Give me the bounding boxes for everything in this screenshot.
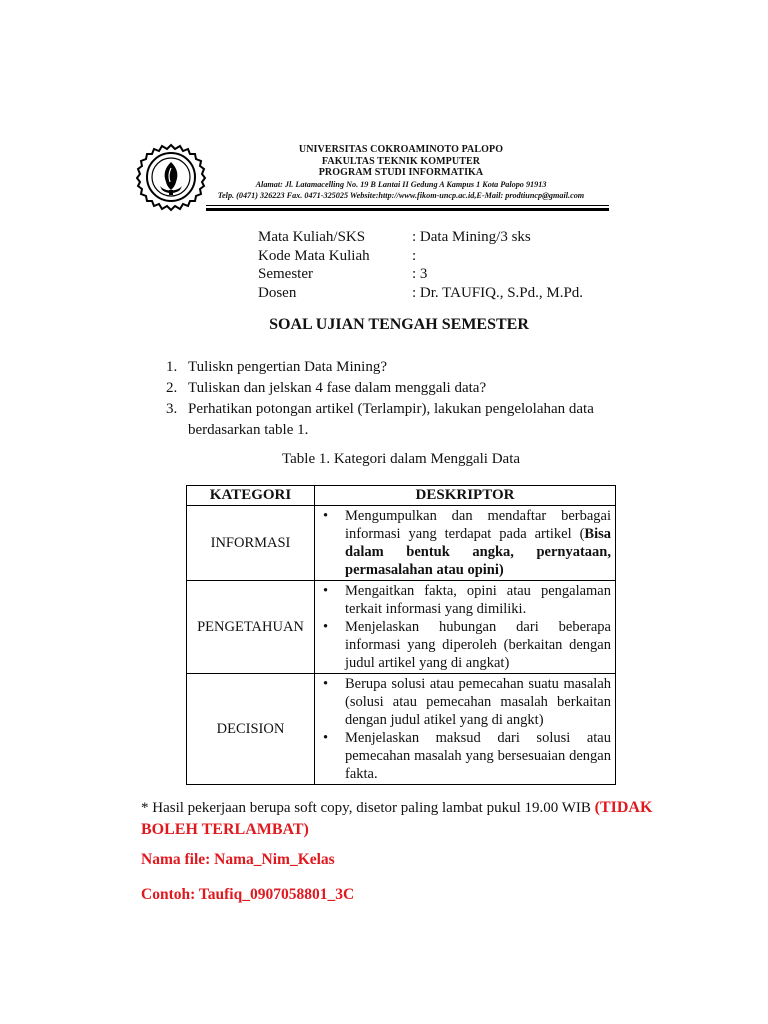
question-item <box>166 378 626 399</box>
exam-title: SOAL UJIAN TENGAH SEMESTER <box>269 316 529 333</box>
table-row <box>187 674 616 785</box>
descriptor-cell <box>315 506 616 581</box>
course-info-row <box>258 247 583 266</box>
question-text: Perhatikan potongan artikel (Terlampir), lakukan pengelolahan data berdasarkan table 1. <box>188 401 594 438</box>
descriptor-bold-text: Bisa dalam bentuk angka, pernyataan, permasalahan atau opini) <box>345 526 611 578</box>
bullet-icon: • <box>323 730 329 746</box>
table-header-category: KATEGORI <box>187 486 315 506</box>
table-row <box>187 581 616 674</box>
contact-line: Telp. (0471) 326223 Fax. 0471-325025 Website:http://www.fikom-uncp.ac.id,E-Mail: prodtiuncp@gmail.com <box>217 191 585 200</box>
file-name-format: Nama file: Nama_Nim_Kelas <box>141 851 335 868</box>
descriptor-bullet <box>315 675 611 729</box>
course-info-value: : 3 <box>412 266 428 282</box>
table-caption: Table 1. Kategori dalam Menggali Data <box>282 451 521 467</box>
descriptor-bullet <box>315 582 611 618</box>
descriptor-text: Menjelaskan hubungan dari beberapa informasi yang diperoleh (berkaitan dengan judul artikel yang di angkat) <box>345 619 611 671</box>
letterhead <box>196 144 606 202</box>
address-line: Alamat: Jl. Latamacelling No. 19 B Lantai II Gedung A Kampus 1 Kota Palopo 91913 <box>255 179 547 189</box>
bullet-icon: • <box>323 619 329 635</box>
submission-note-text: * Hasil pekerjaan berupa soft copy, disetor paling lambat pukul 19.00 WIB <box>141 800 595 816</box>
descriptor-text: Berupa solusi atau pemecahan suatu masalah (solusi atau pemecahan masalah berkaitan dengan judul atikel yang di angkt) <box>345 676 611 728</box>
course-info-key: Mata Kuliah/SKS <box>258 229 366 245</box>
letterhead-divider-thin <box>206 205 609 206</box>
descriptor-bullet <box>315 618 611 672</box>
question-number: 2. <box>166 380 178 396</box>
course-info-key: Dosen <box>258 284 297 301</box>
table-header-row <box>187 486 616 506</box>
descriptor-text: Menjelaskan maksud dari solusi atau pemecahan masalah yang bersesuaian dengan fakta. <box>345 730 611 782</box>
program-name: PROGRAM STUDI INFORMATIKA <box>318 167 484 178</box>
file-name-example: Contoh: Taufiq_0907058801_3C <box>141 886 355 903</box>
course-info-value: : Data Mining/3 sks <box>412 229 531 245</box>
category-cell: INFORMASI <box>187 506 315 581</box>
course-info-value: : <box>412 247 417 264</box>
course-info-key: Semester <box>258 266 313 282</box>
course-info-value: : Dr. TAUFIQ., S.Pd., M.Pd. <box>412 284 584 301</box>
question-number: 3. <box>166 401 178 417</box>
question-text: Tuliskan dan jelskan 4 fase dalam menggali data? <box>188 380 487 396</box>
question-text: Tuliskn pengertian Data Mining? <box>188 359 388 375</box>
course-info-key: Kode Mata Kuliah <box>258 247 370 264</box>
course-info-row <box>258 265 583 284</box>
descriptor-bullet <box>315 729 611 783</box>
descriptor-cell <box>315 581 616 674</box>
course-info-row <box>258 284 583 303</box>
submission-note <box>141 797 701 841</box>
descriptor-bullet <box>315 507 611 579</box>
table-row <box>187 506 616 581</box>
question-list <box>166 357 626 441</box>
bullet-icon: • <box>323 583 329 599</box>
course-info-row <box>258 228 583 247</box>
question-item <box>166 399 626 441</box>
faculty-name: FAKULTAS TEKNIK KOMPUTER <box>321 155 481 167</box>
letterhead-divider-thick <box>206 208 609 211</box>
course-info <box>258 228 583 302</box>
bullet-icon: • <box>323 508 329 524</box>
category-table <box>186 485 616 785</box>
category-cell: PENGETAHUAN <box>187 581 315 674</box>
bullet-icon: • <box>323 676 329 692</box>
question-item <box>166 357 626 378</box>
table-header-descriptor: DESKRIPTOR <box>315 486 616 506</box>
deadline-warning: (TIDAK BOLEH TERLAMBAT) <box>141 799 653 838</box>
question-number: 1. <box>166 359 178 375</box>
descriptor-cell <box>315 674 616 785</box>
category-cell: DECISION <box>187 674 315 785</box>
descriptor-text: Mengumpulkan dan mendaftar berbagai informasi yang terdapat pada artikel ( <box>345 508 611 542</box>
university-name: UNIVERSITAS COKROAMINOTO PALOPO <box>298 144 504 155</box>
descriptor-text: Mengaitkan fakta, opini atau pengalaman terkait informasi yang dimiliki. <box>345 583 611 617</box>
